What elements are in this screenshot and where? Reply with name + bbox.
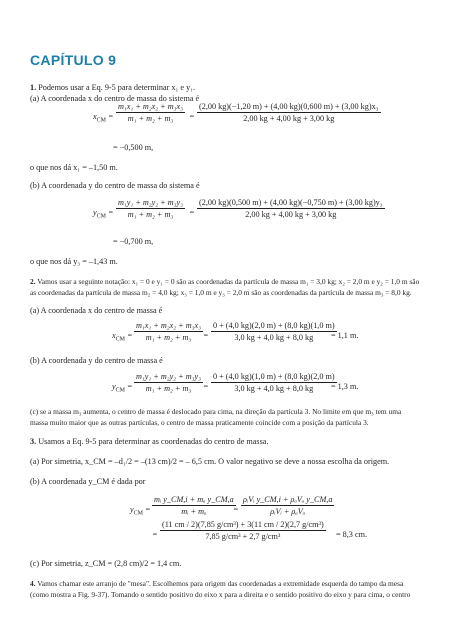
equation-fraction: $\frac{\text{m₁x₁ + m₂x₂ + m₃x₃}}{\text{m₁ + m₂ + m₃}}$ <box>136 321 201 342</box>
equation-fraction: $\frac{\text{m₁y₁ + m₂y₂ + m₃y₃}}{\text{m₁ + m₂ + m₃}}$ <box>136 372 201 393</box>
lhs-ycm: $y_{CM}$ = <box>130 505 151 517</box>
equation-fraction: $\frac{\text{m₁y₁ + m₂y₂ + m₃y₃}}{\text{m₁ + m₂ + m₃}}$ <box>118 198 183 219</box>
problem-2-line2: as coordenadas da partícula de massa m₂ = 4,0 kg; x₃ = 1,0 m e y₃ = 2,0 m são as coordenadas da partícula de massa m₃ = 8,0 kg. <box>30 288 412 297</box>
lhs-xcm: $x_{CM}$ = <box>93 112 114 124</box>
problem-number: 1. <box>30 83 37 92</box>
equals-sign: = <box>189 208 195 217</box>
problem-4-line1 <box>30 579 403 589</box>
equation-fraction: $\frac{\text{(11 cm / 2)(7,85 g/cm³) + 3(11 cm / 2)(2,7 g/cm³)}}{\text{7,85 g/cm³ + 2,7 g/cm³}}$ <box>162 520 324 541</box>
lhs-ycm: $y_{CM}$ = <box>112 382 133 394</box>
equals-sign: = <box>152 530 158 539</box>
problem-number: 4. <box>30 579 36 588</box>
problem-3a-text: (a) Por simetria, x_CM = –d₁/2 = –(13 cm)/2 = – 6,5 cm. O valor negativo se deve a nossa escolha da origem. <box>30 457 390 466</box>
problem-text: Podemos usar a Eq. 9-5 para determinar x₁ e y₁. <box>38 83 196 92</box>
problem-3c-text: (c) Por simetria, z_CM = (2,8 cm)/2 = 1,4 cm. <box>30 559 182 568</box>
problem-2b-label: (b) A coordenada y do centro de massa é <box>30 356 163 365</box>
equation-result: = −0,500 m, <box>113 143 154 152</box>
problem-text: Vamos chamar este arranjo de "mesa". Escolhemos para origem das coordenadas a extremidade esquerda do tampo da mesa <box>37 579 404 588</box>
problem-1a-label: (a) A coordenada x do centro de massa do sistema é <box>30 94 200 103</box>
equation-fraction: $\frac{\text{(2,00 kg)(−1,20 m) + (4,00 kg)(0,600 m) + (3,00 kg)x₃}}{2,00 kg + 4,00 kg + 3,00 kg}$ <box>199 102 379 123</box>
equation-fraction: ρᵢVᵢ y_CM,i + ρₐVₐ y_CM,a ρᵢVᵢ + ρₐVₐ <box>243 495 333 516</box>
equation-fraction: $\frac{0 + (4,0 kg)(1,0 m) + (8,0 kg)(2,0 m)}{3,0 kg + 4,0 kg + 8,0 kg}$ <box>213 372 335 393</box>
chapter-title: CAPÍTULO 9 <box>30 52 117 68</box>
problem-1b-conclusion: o que nos dá y₃ = –1,43 m. <box>30 257 118 266</box>
problem-3b-label: (b) A coordenada y_CM é dada por <box>30 477 146 486</box>
equation-fraction: $\frac{\text{mᵢ y\_CM,i + mₐ y\_CM,a}}{\text{mᵢ + mₐ}}$ <box>154 495 234 516</box>
problem-1b-label: (b) A coordenada y do centro de massa do sistema é <box>30 181 200 190</box>
problem-1-intro <box>30 83 195 93</box>
problem-2-line1 <box>30 277 419 287</box>
lhs-ycm: $y_{CM}$ = <box>93 208 114 220</box>
problem-number: 3. <box>30 437 37 446</box>
equation-result: = 1,3 m. <box>331 382 359 391</box>
equation-fraction: $\frac{\text{(2,00 kg)(0,500 m) + (4,00 kg)(−0,750 m) + (3,00 kg)y₃}}{2,00 kg + 4,00 kg + 3,00 kg}$ <box>199 198 383 219</box>
problem-4-line2: (como mostra a Fig. 9-37). Tomando o sentido positivo do eixo x para a direita e o sentido positivo do eixo y para cima, o centro <box>30 590 411 599</box>
problem-2a-label: (a) A coordenada x do centro de massa é <box>30 306 163 315</box>
equals-sign: = <box>189 112 195 121</box>
equals-sign: = <box>203 382 209 391</box>
problem-3-intro <box>30 437 269 447</box>
lhs-xcm: $x_{CM}$ = <box>112 331 133 343</box>
equals-sign: = <box>233 505 239 514</box>
problem-2c-line1: (c) se a massa m₃ aumenta, o centro de massa é deslocado para cima, na direção da partícula 3. No limite em que m₃ tem uma <box>30 407 402 416</box>
problem-2c-line2: massa muito maior que as outras partículas, o centro de massa praticamente coincide com a posição da partícula 3. <box>30 418 369 427</box>
equation-fraction: $\frac{0 + (4,0 kg)(2,0 m) + (8,0 kg)(1,0 m)}{3,0 kg + 4,0 kg + 8,0 kg}$ <box>213 321 335 342</box>
equals-sign: = <box>203 331 209 340</box>
equation-result: = 8,3 cm. <box>336 530 367 539</box>
problem-1a-conclusion: o que nos dá x₁ = –1,50 m. <box>30 163 118 172</box>
equation-fraction: $\frac{\text{m₁x₁ + m₂x₂ + m₃x₃}}{\text{m₁ + m₂ + m₃}}$ <box>118 102 183 123</box>
equation-result: = 1,1 m. <box>331 331 359 340</box>
problem-text: Vamos usar a seguinte notação: x₁ = 0 e y₁ = 0 são as coordenadas da partícula de massa m₁ = 3,0 kg; x₂ = 2,0 m e y₂ = 1,0 m são <box>37 277 420 286</box>
equation-result: = −0,700 m, <box>113 237 154 246</box>
problem-text: Usamos a Eq. 9-5 para determinar as coordenadas do centro de massa. <box>38 437 269 446</box>
problem-number: 2. <box>30 277 36 286</box>
